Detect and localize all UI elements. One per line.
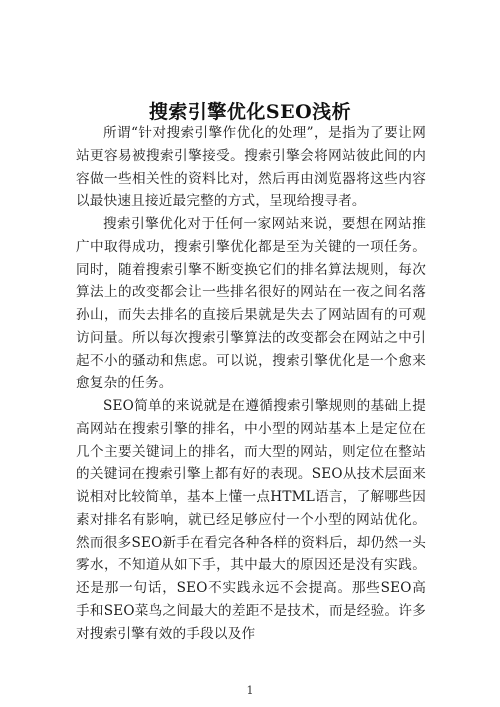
paragraph-1: 所谓“针对搜索引擎作优化的处理”，是指为了要让网站更容易被搜索引擎接受。搜索引擎会将网站彼此间的内容做一些相关性的资料比对，然后再由浏览器将这些内容以最快速且接近最完整的方式，呈现给搜寻者。 <box>76 125 426 210</box>
page-number: 1 <box>246 684 254 697</box>
document-title: 搜索引擎优化SEO浅析 <box>148 100 352 123</box>
document-body <box>76 122 426 645</box>
paragraph-2: 搜索引擎优化对于任何一家网站来说，要想在网站推广中取得成功，搜索引擎优化都是至为关键的一项任务。同时，随着搜索引擎不断变换它们的排名算法规则，每次算法上的改变都会让一些排名很好的网站在一夜之间名落孙山，而失去排名的直接后果就是失去了网站固有的可观访问量。所以每次搜索引擎算法的改变都会在网站之中引起不小的骚动和焦虑。可以说，搜索引擎优化是一个愈来愈复杂的任务。 <box>76 216 426 392</box>
paragraph-3: SEO简单的来说就是在遵循搜索引擎规则的基础上提高网站在搜索引擎的排名，中小型的网站基本上是定位在几个主要关键词上的排名，而大型的网站，则定位在整站的关键词在搜索引擎上都有好的表现。SEO从技术层面来说相对比较简单，基本上懂一点HTML语言，了解哪些因素对排名有影响，就已经足够应付一个小型的网站优化。然而很多SEO新手在看完各种各样的资料后，却仍然一头雾水，不知道从如下手，其中最大的原因还是没有实践。还是那一句话，SEO不实践永远不会提高。那些SEO高手和SEO菜鸟之间最大的差距不是技术，而是经验。许多对搜索引擎有效的手段以及作 <box>76 398 426 642</box>
